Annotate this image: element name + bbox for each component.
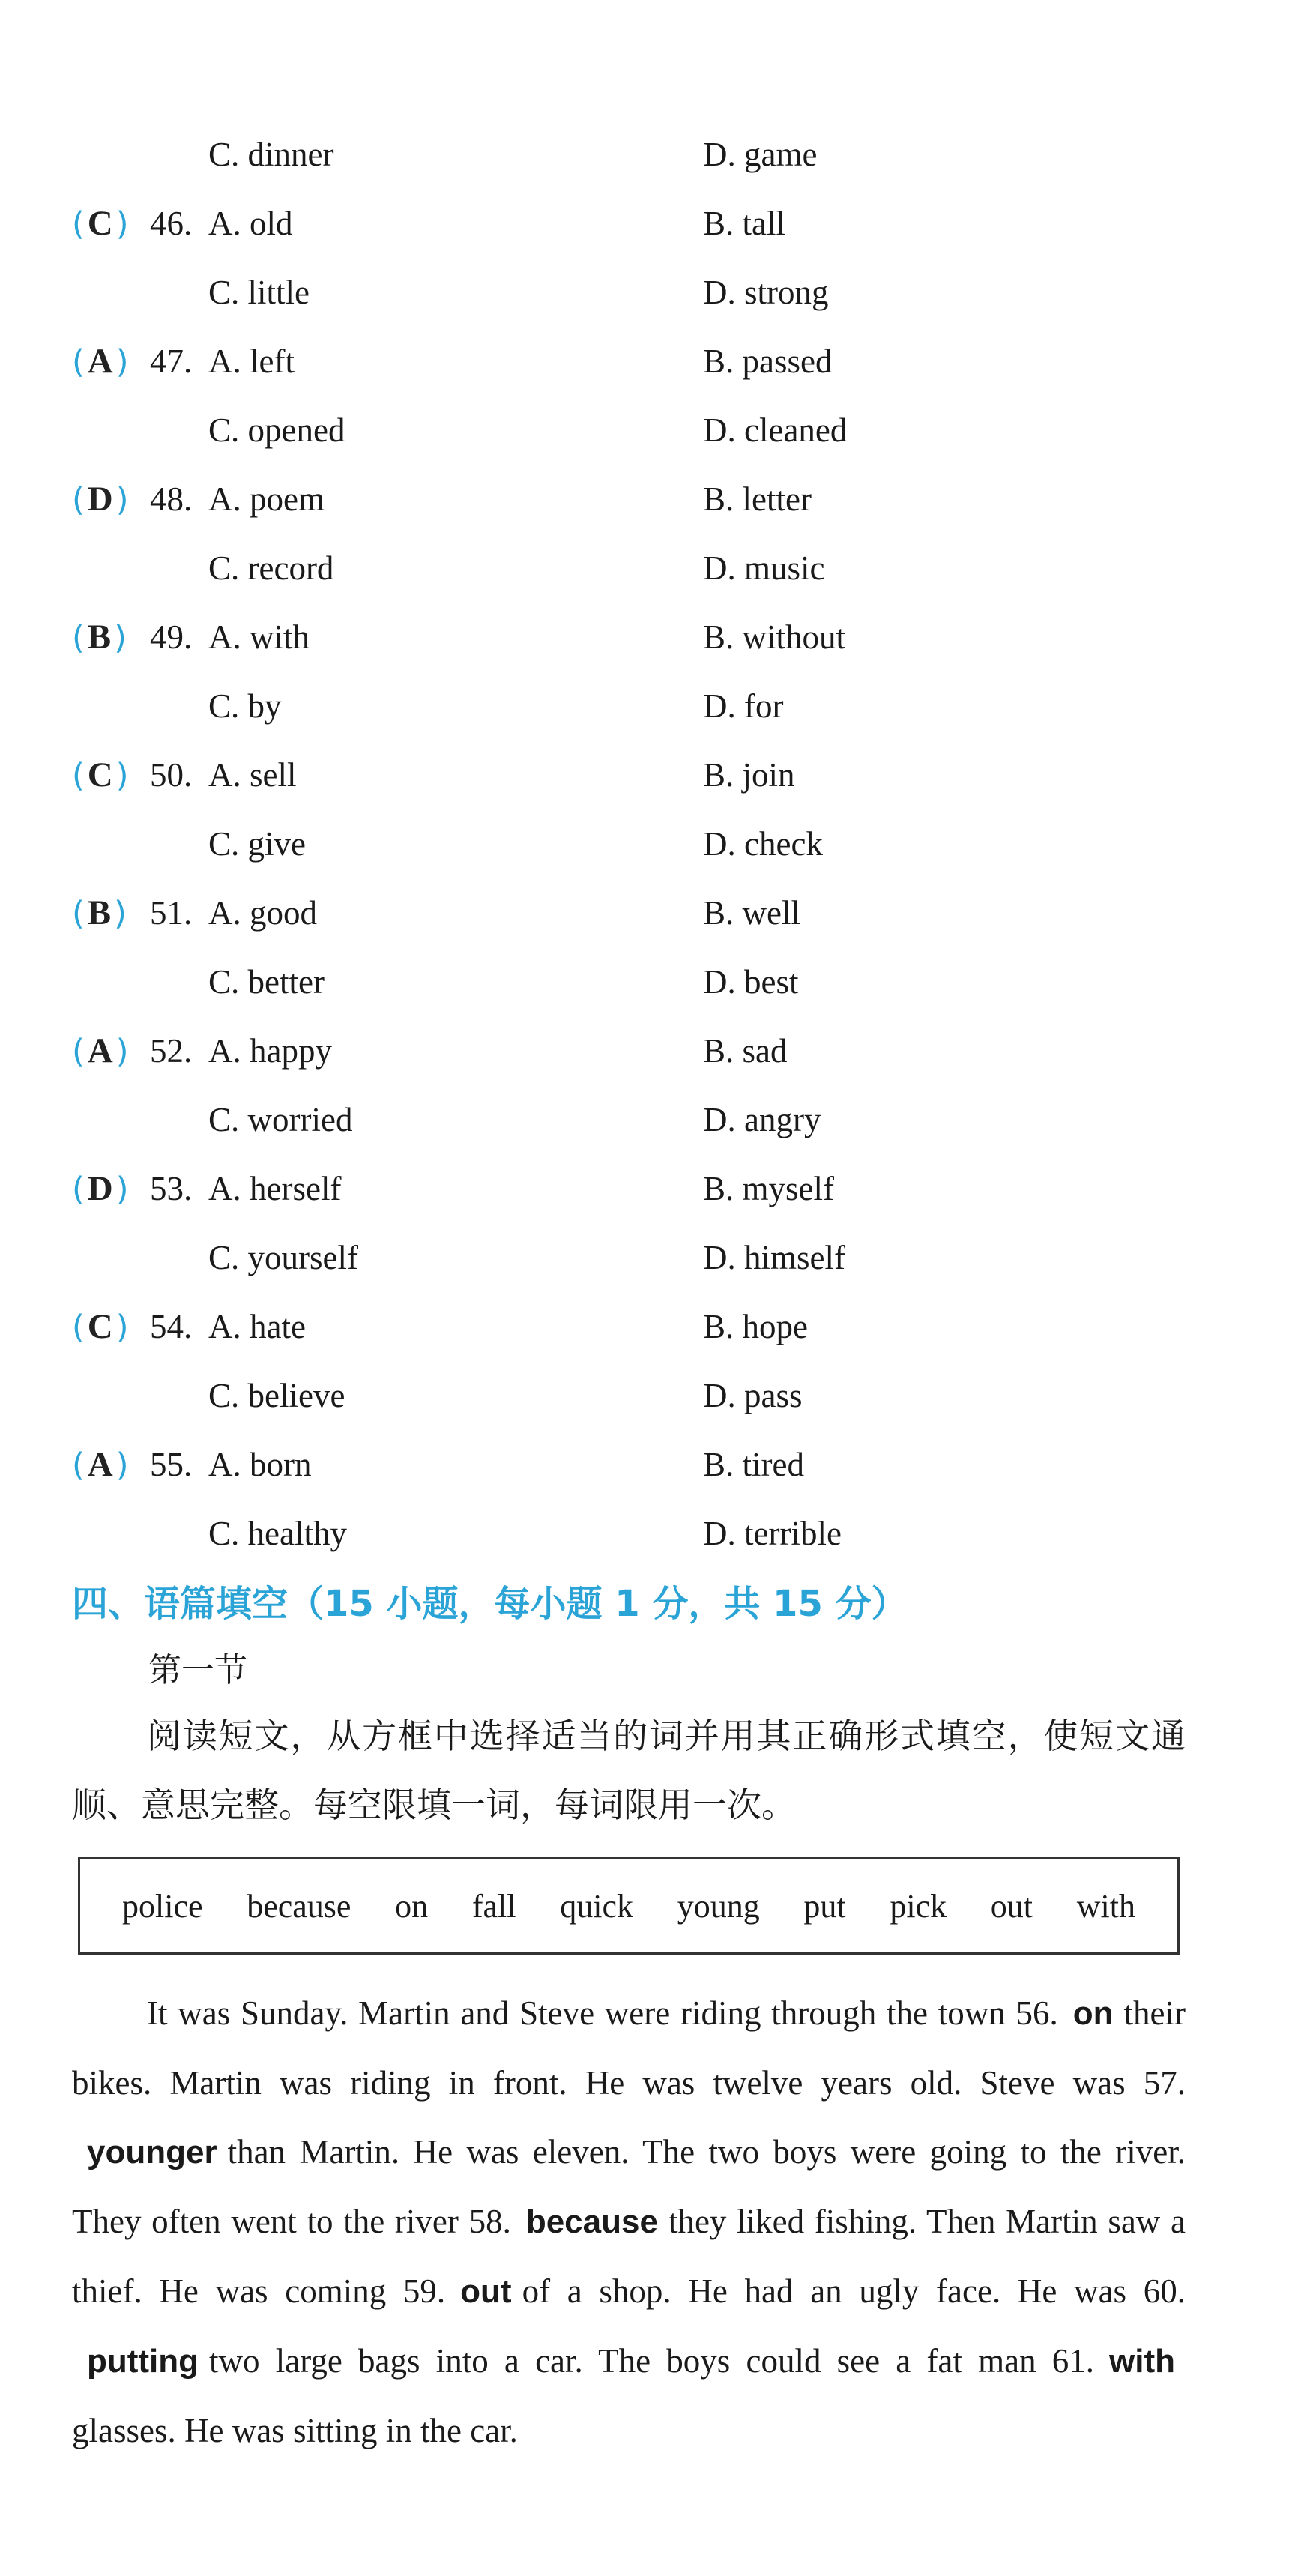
answer-letter: B [87,893,112,932]
section-title: 四、语篇填空（15 小题，每小题 1 分，共 15 分） [72,1583,908,1625]
option-a: A. sell [208,756,297,794]
option-a: A. left [208,343,295,380]
blank-number: 60. [1143,2272,1186,2310]
option-d: D. pass [703,1377,803,1414]
option-a: A. happy [208,1032,332,1070]
option-b: B. hope [703,1308,808,1345]
option-a: A. born [208,1446,312,1483]
question-55-row-2 [0,1499,1316,1568]
question-46-row-1 [0,189,1316,258]
blank-number: 61. [1051,2342,1095,2380]
question-53-row-2 [0,1223,1316,1292]
option-a: A. hate [208,1308,306,1345]
question-number: 49. [150,618,193,656]
option-c: C. better [208,963,325,1001]
question-52-row-2 [0,1085,1316,1154]
option-a: A. good [208,894,317,932]
question-49-row-1 [0,603,1316,672]
answer-bracket: (B) [72,893,127,932]
blank-answer: younger [87,2134,217,2171]
answer-bracket: (A) [72,1445,129,1484]
question-number: 53. [150,1170,193,1207]
word-box-item: because [247,1887,351,1925]
question-47-row-1 [0,327,1316,396]
option-c: C. dinner [208,136,334,173]
answer-bracket: (A) [72,1031,129,1070]
blank-number: 57. [1143,2064,1186,2102]
word-box-item: on [395,1887,429,1925]
blank-number: 56. [1015,1994,1058,2032]
blank-answer: because [525,2204,658,2240]
question-48-row-2 [0,534,1316,603]
question-48-row-1 [0,465,1316,534]
passage-text: glasses. He was sitting in the car. [72,2412,518,2449]
question-55-row-1 [0,1430,1316,1499]
question-number: 47. [150,343,193,380]
word-box-item: with [1076,1887,1135,1925]
question-number: 55. [150,1446,193,1483]
option-d: D. for [703,687,784,725]
passage [72,1979,1186,2465]
answer-letter: C [87,755,113,794]
option-b: B. sad [703,1032,788,1070]
blank-number: 58. [468,2203,511,2240]
question-50-row-2 [0,809,1316,878]
word-box-item: pick [890,1887,947,1925]
option-c: C. worried [208,1101,353,1138]
question-number: 48. [150,480,193,518]
option-c: C. by [208,687,282,725]
word-box-item: out [990,1887,1033,1925]
answer-bracket: (D) [72,1169,129,1208]
question-number: 50. [150,756,193,794]
option-d: D. best [703,963,799,1001]
answer-bracket: (D) [72,480,129,519]
question-50-row-1 [0,740,1316,809]
section-subtitle: 第一节 [148,1651,247,1689]
word-box-item: put [803,1887,846,1925]
option-d: D. himself [703,1239,845,1276]
option-d: D. angry [703,1101,821,1138]
option-c: C. healthy [208,1515,347,1552]
option-b: B. myself [703,1170,834,1207]
option-b: B. letter [703,480,812,518]
option-a: A. herself [208,1170,342,1207]
question-number: 52. [150,1032,193,1070]
option-c: C. little [208,274,310,311]
option-d: D. game [703,136,818,173]
passage-text: two large bags into a car. The boys could see a fat man [209,2342,1052,2380]
answer-bracket: (C) [72,204,129,243]
blank-answer: with [1109,2343,1175,2380]
option-d: D. cleaned [703,411,848,449]
passage-text: than Martin. He was eleven. The two boys were going to the river. They often went to the river [72,2133,1186,2240]
answer-letter: A [87,1031,113,1070]
question-51-row-1 [0,878,1316,947]
answer-letter: A [87,1445,113,1484]
answer-letter: C [87,1307,113,1346]
question-51-row-2 [0,947,1316,1016]
option-c: C. give [208,825,306,863]
option-c: C. record [208,549,334,587]
option-a: A. poem [208,480,325,518]
question-52-row-1 [0,1016,1316,1085]
answer-bracket: (C) [72,755,129,794]
option-b: B. join [703,756,795,794]
option-d: D. check [703,825,823,863]
question-47-row-2 [0,396,1316,465]
answer-letter: B [87,618,112,657]
question-53-row-1 [0,1154,1316,1223]
answer-letter: D [87,1169,113,1208]
option-b: B. tired [703,1446,804,1483]
question-number: 54. [150,1308,193,1345]
answer-bracket: (B) [72,618,127,657]
answer-bracket: (C) [72,1307,129,1346]
answer-bracket: (A) [72,342,129,381]
blank-answer: putting [87,2343,199,2380]
passage-text: It was Sunday. Martin and Steve were riding through the town [147,1994,1016,2032]
blank-answer: out [460,2273,512,2310]
option-row-continued [0,120,1316,189]
option-d: D. music [703,549,825,587]
passage-text: they liked fishing. Then Martin saw a thief. He was coming [72,2203,1186,2310]
option-c: C. yourself [208,1239,358,1276]
instructions: 阅读短文，从方框中选择适当的词并用其正确形式填空，使短文通顺、意思完整。每空限填一词，每词限用一次。 [72,1716,1186,1825]
question-number: 46. [150,205,193,242]
option-d: D. strong [703,274,829,311]
question-54-row-1 [0,1292,1316,1361]
word-box-item: fall [471,1887,516,1925]
answer-letter: C [87,204,113,243]
option-d: D. terrible [703,1515,842,1552]
answer-letter: D [87,480,113,519]
blank-number: 59. [402,2272,446,2310]
word-box-item: police [122,1887,203,1925]
word-box [78,1857,1180,1955]
option-c: C. believe [208,1377,345,1414]
option-b: B. well [703,894,800,932]
question-number: 51. [150,894,193,932]
question-54-row-2 [0,1361,1316,1430]
answer-letter: A [87,342,113,381]
passage-text: of a shop. He had an ugly face. He was [522,2272,1144,2310]
question-49-row-2 [0,672,1316,740]
passage-text: their bikes. Martin was riding in front. He was twelve years old. Steve was [72,1994,1186,2102]
option-a: A. old [208,205,293,242]
option-b: B. without [703,618,846,656]
option-c: C. opened [208,411,345,449]
option-b: B. tall [703,205,785,242]
word-box-item: young [677,1887,760,1925]
option-a: A. with [208,618,310,656]
question-46-row-2 [0,258,1316,327]
blank-answer: on [1072,1995,1114,2032]
word-box-item: quick [560,1887,633,1925]
option-b: B. passed [703,343,833,380]
